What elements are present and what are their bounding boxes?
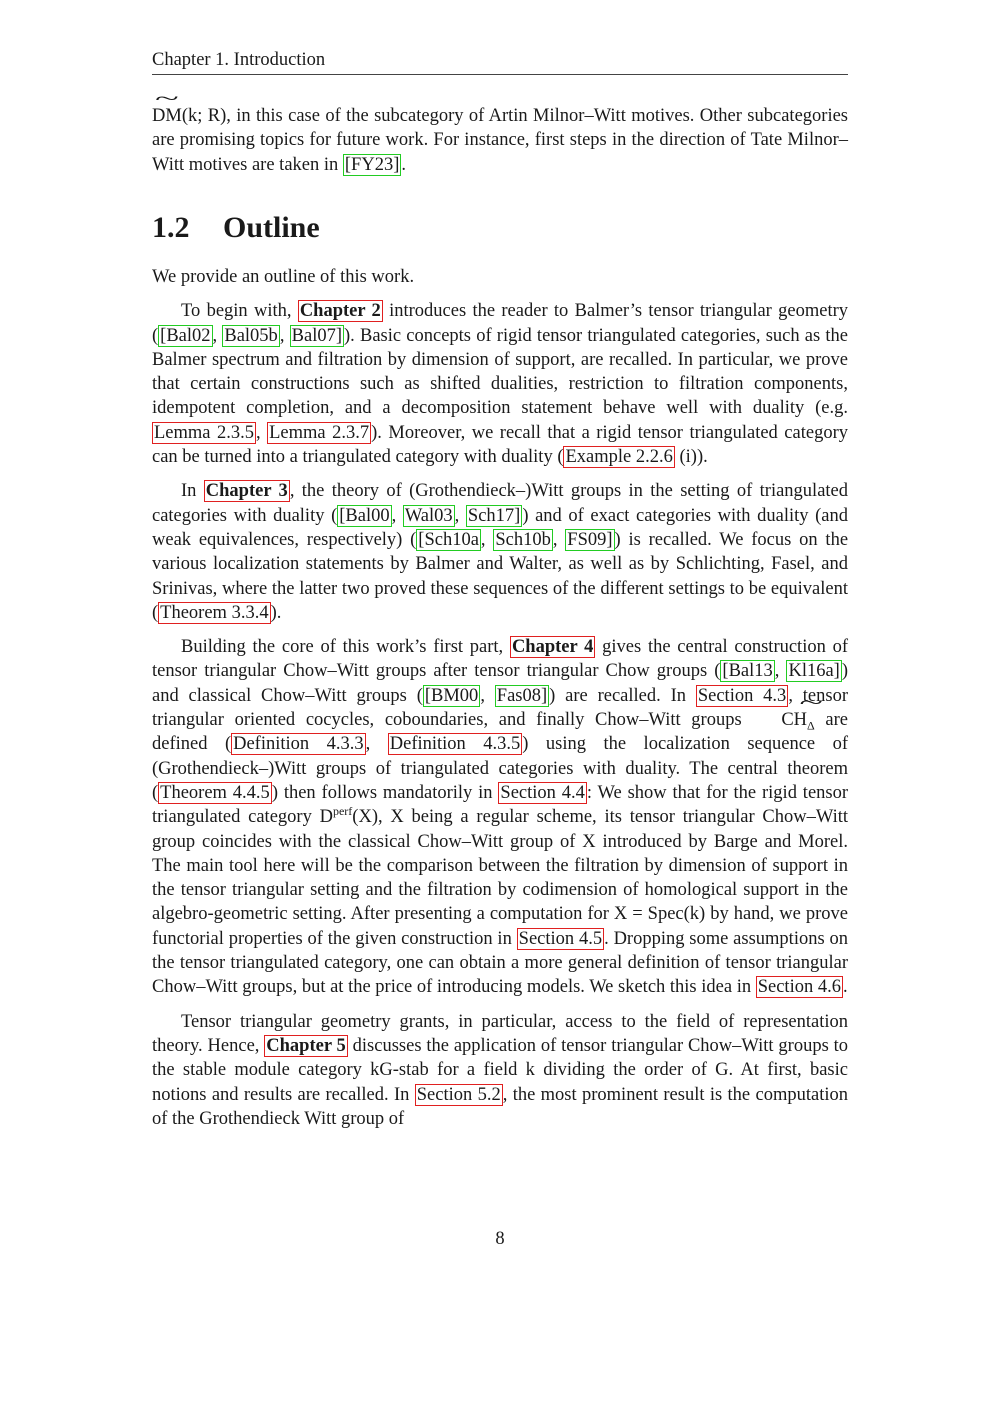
ref-chapter-2[interactable]: Chapter 2: [299, 301, 381, 322]
ch-symbol: ~ CH: [752, 708, 807, 732]
citation-bal00[interactable]: [Bal00: [339, 505, 390, 526]
section-title: Outline: [223, 211, 320, 244]
perf-superscript: perf: [332, 804, 353, 819]
running-title: Chapter 1. Introduction: [152, 50, 326, 70]
citation-fs09[interactable]: FS09]: [567, 529, 613, 550]
ref-theorem-4-4-5[interactable]: Theorem 4.4.5: [160, 782, 270, 803]
citation-fy23[interactable]: [FY23]: [344, 154, 400, 175]
intro-paragraph: ~ DM(k; R), in this case of the subcategory of Artin Milnor–Witt motives. Other subcategories are promising topics for future work. For instance, first steps in the direction of Tate Milnor–Witt motives are taken in [FY23] .: [152, 104, 848, 177]
ref-definition-4-3-5[interactable]: Definition 4.3.5: [389, 734, 521, 755]
ref-lemma-2-3-7[interactable]: Lemma 2.3.7: [269, 422, 370, 443]
ref-chapter-4[interactable]: Chapter 4: [511, 637, 594, 658]
ref-chapter-3[interactable]: Chapter 3: [205, 481, 288, 502]
ref-lemma-2-3-5[interactable]: Lemma 2.3.5: [154, 422, 254, 443]
citation-bal02[interactable]: [Bal02: [160, 325, 211, 346]
citation-bal13[interactable]: [Bal13: [722, 661, 773, 682]
dm-symbol: ~ DM: [152, 104, 182, 128]
paragraph-chapter-3: In Chapter 3 , the theory of (Grothendieck–)Witt groups in the setting of triangulated categories with duality ( [Bal00 , Wal03 , Sch17] ) and of exact categories with duality (and weak equivalences, respectively) ( [Sch10a , Sch10b , FS09] ) is recalled. We focus on the various localization statements by Balmer and Walter, as well as by Schlichting, Fasel, and Srinivas, where the latter two proved these sequences of the different settings to be equivalent ( Theorem 3.3.4 ).: [152, 481, 849, 623]
ref-definition-4-3-3[interactable]: Definition 4.3.3: [233, 734, 364, 755]
ref-section-4-4[interactable]: Section 4.4: [500, 782, 585, 803]
paragraph-chapter-5: Tensor triangular geometry grants, in particular, access to the field of representation theory. Hence, Chapter 5 discusses the application of tensor triangular Chow–Witt groups to the stable module category kG-stab for a field k dividing the order of G. At first, basic notions and results are recalled. In Section 5.2 , the most prominent result is the computation of the Grothendieck Witt group of: [152, 1011, 849, 1129]
ref-chapter-5[interactable]: Chapter 5: [266, 1035, 346, 1056]
citation-bal07[interactable]: Bal07]: [291, 325, 342, 346]
ref-section-4-5[interactable]: Section 4.5: [518, 928, 603, 949]
citation-wal03[interactable]: Wal03: [404, 505, 453, 526]
section-number: 1.2: [152, 211, 190, 244]
ref-section-4-6[interactable]: Section 4.6: [757, 977, 841, 998]
ref-section-5-2[interactable]: Section 5.2: [416, 1084, 501, 1105]
ref-example-2-2-6[interactable]: Example 2.2.6: [565, 447, 673, 468]
ref-theorem-3-3-4[interactable]: Theorem 3.3.4: [160, 602, 269, 623]
ref-section-4-3[interactable]: Section 4.3: [697, 685, 787, 706]
running-header: [152, 47, 848, 75]
citation-fas08[interactable]: Fas08]: [496, 685, 548, 706]
delta-subscript: Δ: [807, 718, 815, 733]
paragraph-chapter-2: To begin with, Chapter 2 introduces the reader to Balmer’s tensor triangular geometry ( [Bal02 , Bal05b , Bal07] ). Basic concepts of rigid tensor triangulated categories, such as the Balmer spectrum and filtration by dimension of support, are recalled. In particular, we prove that certain constructions such as shifted dualities, restriction to filtration components, idempotent completion, and a decomposition statement behave well with duality (e.g. Lemma 2.3.5 , Lemma 2.3.7 ). Moreover, we recall that a rigid tensor triangulated category can be turned into a triangulated category with duality ( Example 2.2.6 (i)).: [152, 301, 849, 468]
citation-sch10b[interactable]: Sch10b: [495, 529, 551, 550]
section-heading: [152, 208, 320, 248]
citation-bm00[interactable]: [BM00: [424, 685, 479, 706]
outline-body: [152, 265, 848, 1131]
paragraph-chapter-4: Building the core of this work’s first part, Chapter 4 gives the central construction of tensor triangular Chow–Witt groups after tensor triangular Chow groups ( [Bal13 , Kl16a] ) and classical Chow–Witt groups ( [BM00 , Fas08] ) are recalled. In Section 4.3 , tensor triangular oriented cocycles, coboundaries, and finally Chow–Witt groups ~ $CH_\Delta$ are defined ( Definition 4.3.3 , Definition 4.3.5 ) using the localization sequence of (Grothendieck–)Witt groups of triangulated categories with duality. The central theorem ( Theorem 4.4.5 ) then follows mandatorily in Section 4.4 : We show that for the rigid tensor triangulated category $D^{perf}(X)$, X being a regular scheme, its tensor triangular Chow–Witt group coincides with the classical Chow–Witt group of X introduced by Barge and Morel. The main tool here will be the comparison between the filtration by dimension of support in the tensor triangular setting and the filtration by codimension of homological support in the algebro-geometric setting. After presenting a computation for X = Spec(k) by hand, we prove functorial properties of the given construction in Section 4.5 . Dropping some assumptions on the tensor triangulated category, one can obtain a more general definition of tensor triangular Chow–Witt groups, but at the price of introducing models. We sketch this idea in Section 4.6 .: [152, 635, 848, 999]
outline-intro: We provide an outline of this work.: [152, 267, 415, 287]
citation-sch17[interactable]: Sch17]: [467, 505, 521, 526]
page-number: 8: [495, 1229, 505, 1249]
citation-kl16a[interactable]: Kl16a]: [788, 661, 840, 682]
citation-sch10a[interactable]: [Sch10a: [418, 529, 479, 550]
citation-bal05b[interactable]: Bal05b: [224, 325, 278, 346]
